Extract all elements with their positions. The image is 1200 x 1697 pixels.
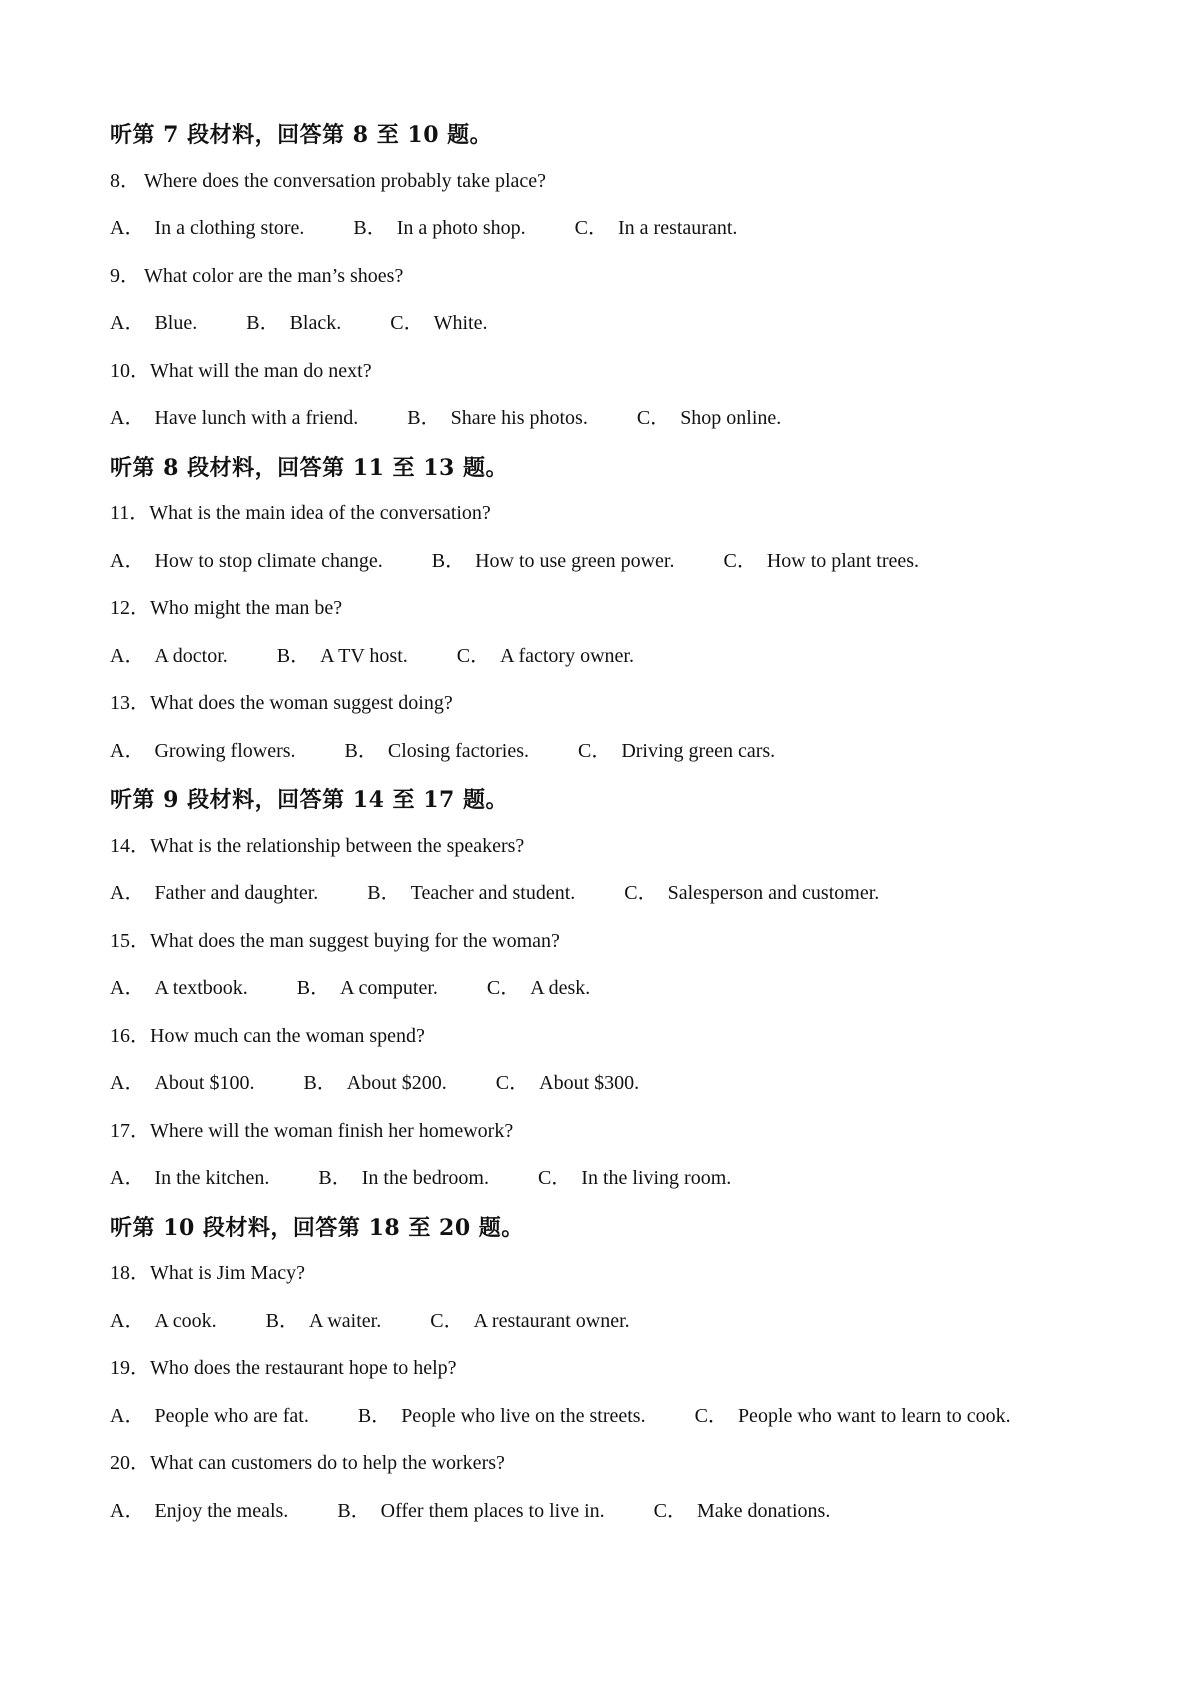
options-17 (110, 1163, 1110, 1211)
options-12 (110, 641, 1110, 689)
option-b: B． How to use green power. (431, 549, 675, 572)
options-19 (110, 1401, 1110, 1449)
option-c: C． A restaurant owner. (430, 1309, 630, 1332)
section-10 (110, 1211, 1110, 1544)
question-number: 10． (110, 359, 150, 382)
question-text: Where does the conversation probably take place? (144, 169, 547, 192)
option-b: B． About $200. (303, 1072, 447, 1094)
option-b: B． A waiter. (265, 1309, 382, 1332)
question-number: 8． (110, 169, 140, 192)
option-c: C． How to plant trees. (723, 549, 920, 572)
option-c: C． About $300. (495, 1072, 640, 1094)
option-c: C． Shop online. (636, 407, 782, 429)
options-15 (110, 973, 1110, 1021)
option-c: C． Make donations. (653, 1499, 831, 1522)
option-c: C． White. (390, 312, 488, 334)
section-heading: 听第 10 段材料，回答第 18 至 20 题。 (110, 1214, 524, 1241)
question-20 (110, 1448, 1110, 1496)
question-number: 20． (110, 1452, 150, 1474)
option-b: B． A computer. (296, 977, 438, 999)
question-number: 17． (110, 1119, 150, 1142)
options-10 (110, 403, 1110, 451)
option-b: B． Offer them places to live in. (337, 1499, 605, 1522)
section-heading: 听第 8 段材料，回答第 11 至 13 题。 (110, 454, 508, 481)
options-9 (110, 308, 1110, 356)
question-text: Who does the restaurant hope to help? (150, 1357, 457, 1379)
options-13 (110, 736, 1110, 784)
question-15 (110, 926, 1110, 974)
section-8 (110, 451, 1110, 784)
option-b: B． Black. (246, 312, 342, 334)
option-c: C． Driving green cars. (577, 739, 776, 762)
question-text: What does the woman suggest doing? (150, 692, 453, 714)
question-number: 18． (110, 1262, 150, 1284)
question-12 (110, 593, 1110, 641)
question-text: What does the man suggest buying for the woman? (150, 929, 560, 952)
option-c: C． Salesperson and customer. (624, 882, 880, 904)
question-text: Where will the woman finish her homework? (150, 1119, 514, 1142)
option-b: B． A TV host. (276, 644, 408, 667)
option-a: A． About $100. (110, 1072, 255, 1094)
option-a: A． A doctor. (110, 644, 228, 667)
option-b: B． Closing factories. (344, 739, 529, 762)
question-11 (110, 498, 1110, 546)
option-c: C． A desk. (486, 977, 591, 999)
option-a: A． A cook. (110, 1309, 217, 1332)
options-20 (110, 1496, 1110, 1544)
option-a: A． People who are fat. (110, 1404, 309, 1427)
question-number: 19． (110, 1357, 150, 1379)
question-text: What will the man do next? (150, 359, 372, 382)
options-8 (110, 213, 1110, 261)
question-text: What color are the man’s shoes? (144, 264, 404, 287)
option-a: A． Have lunch with a friend. (110, 407, 359, 429)
question-19 (110, 1353, 1110, 1401)
question-number: 13． (110, 692, 150, 714)
question-text: Who might the man be? (150, 597, 343, 619)
option-b: B． Share his photos. (407, 407, 588, 429)
section-7 (110, 118, 1110, 451)
question-18 (110, 1258, 1110, 1306)
exam-page (110, 118, 1110, 1543)
option-c: C． In the living room. (537, 1167, 732, 1189)
option-a: A． A textbook. (110, 977, 248, 999)
question-8 (110, 166, 1110, 214)
section-heading: 听第 9 段材料，回答第 14 至 17 题。 (110, 787, 508, 813)
question-9 (110, 261, 1110, 309)
question-number: 12． (110, 597, 150, 619)
options-11 (110, 546, 1110, 594)
option-a: A． How to stop climate change. (110, 549, 383, 572)
option-c: C． In a restaurant. (574, 217, 738, 239)
question-text: How much can the woman spend? (150, 1024, 425, 1047)
question-text: What is the relationship between the speakers? (150, 834, 525, 857)
option-b: B． In a photo shop. (353, 217, 526, 239)
question-number: 14． (110, 834, 150, 857)
options-16 (110, 1068, 1110, 1116)
option-b: B． People who live on the streets. (357, 1404, 646, 1427)
section-9 (110, 783, 1110, 1211)
question-number: 9． (110, 264, 140, 287)
question-number: 11． (110, 502, 150, 524)
question-10 (110, 356, 1110, 404)
question-text: What can customers do to help the workers? (150, 1452, 505, 1474)
option-a: A． Blue. (110, 312, 198, 334)
options-14 (110, 878, 1110, 926)
question-17 (110, 1116, 1110, 1164)
option-c: C． A factory owner. (456, 644, 634, 667)
option-b: B． In the bedroom. (318, 1167, 489, 1189)
option-a: A． Growing flowers. (110, 739, 296, 762)
option-a: A． Enjoy the meals. (110, 1499, 289, 1522)
option-c: C． People who want to learn to cook. (694, 1404, 1011, 1427)
question-number: 16． (110, 1024, 150, 1047)
question-text: What is the main idea of the conversation? (149, 502, 491, 524)
options-18 (110, 1306, 1110, 1354)
question-16 (110, 1021, 1110, 1069)
option-a: A． In the kitchen. (110, 1167, 270, 1189)
option-a: A． Father and daughter. (110, 882, 319, 904)
option-b: B． Teacher and student. (367, 882, 576, 904)
option-a: A． In a clothing store. (110, 217, 305, 239)
question-number: 15． (110, 929, 150, 952)
question-13 (110, 688, 1110, 736)
section-heading: 听第 7 段材料，回答第 8 至 10 题。 (110, 122, 493, 148)
question-14 (110, 831, 1110, 879)
question-text: What is Jim Macy? (150, 1262, 305, 1284)
